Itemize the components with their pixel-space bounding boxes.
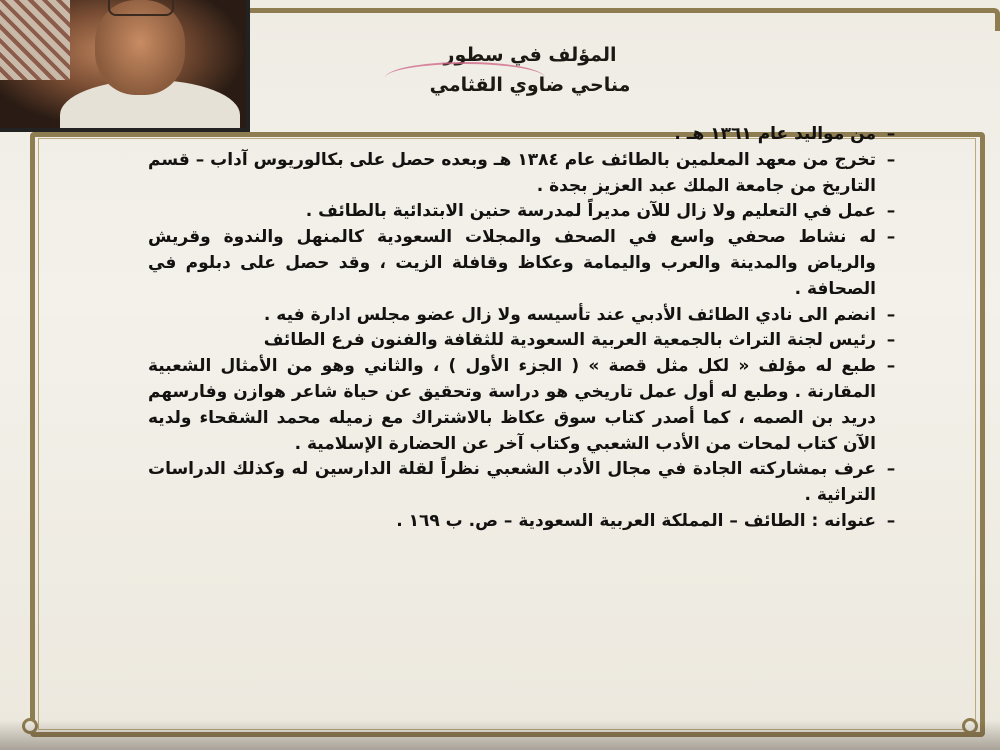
list-item-text: عمل في التعليم ولا زال للآن مديراً لمدرسة حنين الابتدائية بالطائف .	[305, 201, 876, 222]
author-name: مناحي ضاوي القثامي	[429, 74, 631, 96]
glasses-icon	[108, 0, 174, 16]
author-portrait-photo	[0, 0, 250, 132]
dash-bullet: –	[886, 459, 896, 480]
dash-bullet: –	[886, 330, 896, 351]
list-item-text: انضم الى نادي الطائف الأدبي عند تأسيسه ولا زال عضو مجلس ادارة فيه .	[263, 304, 876, 325]
list-item-text: تخرج من معهد المعلمين بالطائف عام ١٣٨٤ هـ وبعده حصل على بكالوريوس آداب – قسم التاريخ من جامعة الملك عبد العزيز بجدة .	[148, 149, 876, 196]
page-shadow	[0, 720, 1000, 750]
list-item	[148, 457, 906, 509]
dash-bullet: –	[886, 227, 896, 248]
list-item	[148, 509, 906, 535]
list-item	[148, 122, 906, 148]
dash-bullet: –	[886, 356, 896, 377]
list-item-text: له نشاط صحفي واسع في الصحف والمجلات السعودية كالمنهل والندوة وقريش والرياض والمدينة والعرب واليمامة وعكاظ وقافلة الزيت ، وقد حصل على دبلوم في الصحافة .	[148, 227, 876, 299]
decorative-frame-top	[250, 8, 1000, 31]
biography-list	[148, 122, 906, 535]
list-item-text: طبع له مؤلف « لكل مثل قصة » ( الجزء الأول ) ، والثاني وهو من الأمثال الشعبية المقارنة . وطبع له أول عمل تاريخي هو دراسة وتحقيق عن حياة شاعر هوازن وفارسهم دريد بن الصمه ، كما أصدر كتاب سوق عكاظ بالاشتراك مع زميله محمد الشقحاء ولديه الآن كتاب لمحات من الأدب الشعبي وكتاب آخر عن الحضارة الإسلامية .	[148, 356, 876, 454]
dash-bullet: –	[886, 201, 896, 222]
list-item-text: عرف بمشاركته الجادة في مجال الأدب الشعبي نظراً لقلة الدارسين له وكذلك الدراسات التراثية .	[148, 459, 876, 506]
dash-bullet: –	[886, 510, 896, 531]
page-title: المؤلف في سطور	[443, 44, 617, 66]
list-item-text: رئيس لجنة التراث بالجمعية العربية السعودية للثقافة والفنون فرع الطائف	[263, 330, 876, 351]
list-item-text: من مواليد عام ١٣٦١ هـ .	[674, 124, 876, 144]
dash-bullet: –	[886, 304, 896, 325]
list-item	[148, 328, 906, 354]
list-item	[148, 199, 906, 225]
headdress-shape	[0, 0, 70, 80]
dash-bullet: –	[886, 149, 896, 170]
list-item	[148, 225, 906, 302]
list-item	[148, 148, 906, 200]
list-item	[148, 354, 906, 457]
list-item-text: عنوانه : الطائف – المملكة العربية السعودية – ص. ب ١٦٩ .	[396, 510, 876, 531]
dash-bullet: –	[886, 124, 896, 144]
pen-mark	[385, 62, 545, 94]
list-item	[148, 303, 906, 329]
